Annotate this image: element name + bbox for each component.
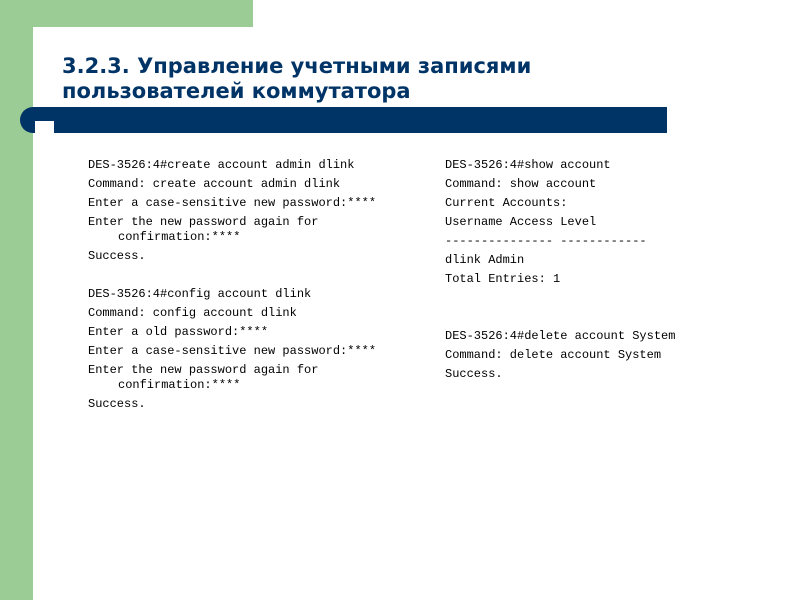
- cli-line: DES-3526:4#delete account System: [445, 329, 676, 343]
- slide-title-line-1: 3.2.3. Управление учетными записями: [62, 54, 532, 78]
- title-bar-notch: [35, 121, 54, 133]
- cli-line: Enter a old password:****: [88, 325, 269, 339]
- cli-line: Enter the new password again for confirmation:****: [88, 363, 319, 392]
- cli-line: Username Access Level: [445, 215, 597, 229]
- cli-line: Success.: [445, 367, 503, 381]
- cli-line: dlink Admin: [445, 253, 525, 267]
- cli-line: Enter the new password again for confirmation:****: [88, 215, 319, 244]
- top-decorative-band: [0, 0, 253, 27]
- cli-line: Success.: [88, 249, 146, 263]
- left-decorative-strip: [0, 0, 33, 600]
- cli-line: Command: config account dlink: [88, 306, 297, 320]
- title-underline-bar: [20, 107, 667, 133]
- cli-line: DES-3526:4#show account: [445, 158, 611, 172]
- cli-line: Enter a case-sensitive new password:****: [88, 196, 377, 210]
- cli-separator-line: --------------- ------------: [445, 234, 647, 248]
- cli-line: Command: delete account System: [445, 348, 662, 362]
- cli-line: DES-3526:4#config account dlink: [88, 287, 312, 301]
- right-command-column: [445, 158, 785, 386]
- slide-title-line-2: пользователей коммутатора: [62, 79, 411, 103]
- cli-line: Total Entries: 1: [445, 272, 561, 286]
- left-command-column: [88, 158, 433, 416]
- cli-line: Command: create account admin dlink: [88, 177, 341, 191]
- cli-line: Success.: [88, 397, 146, 411]
- block-spacer: [88, 268, 433, 287]
- block-spacer: [445, 291, 785, 329]
- cli-line: Command: show account: [445, 177, 597, 191]
- cli-line: Enter a case-sensitive new password:****: [88, 344, 377, 358]
- cli-line: Current Accounts:: [445, 196, 568, 210]
- slide-title: [62, 54, 682, 104]
- cli-line: DES-3526:4#create account admin dlink: [88, 158, 355, 172]
